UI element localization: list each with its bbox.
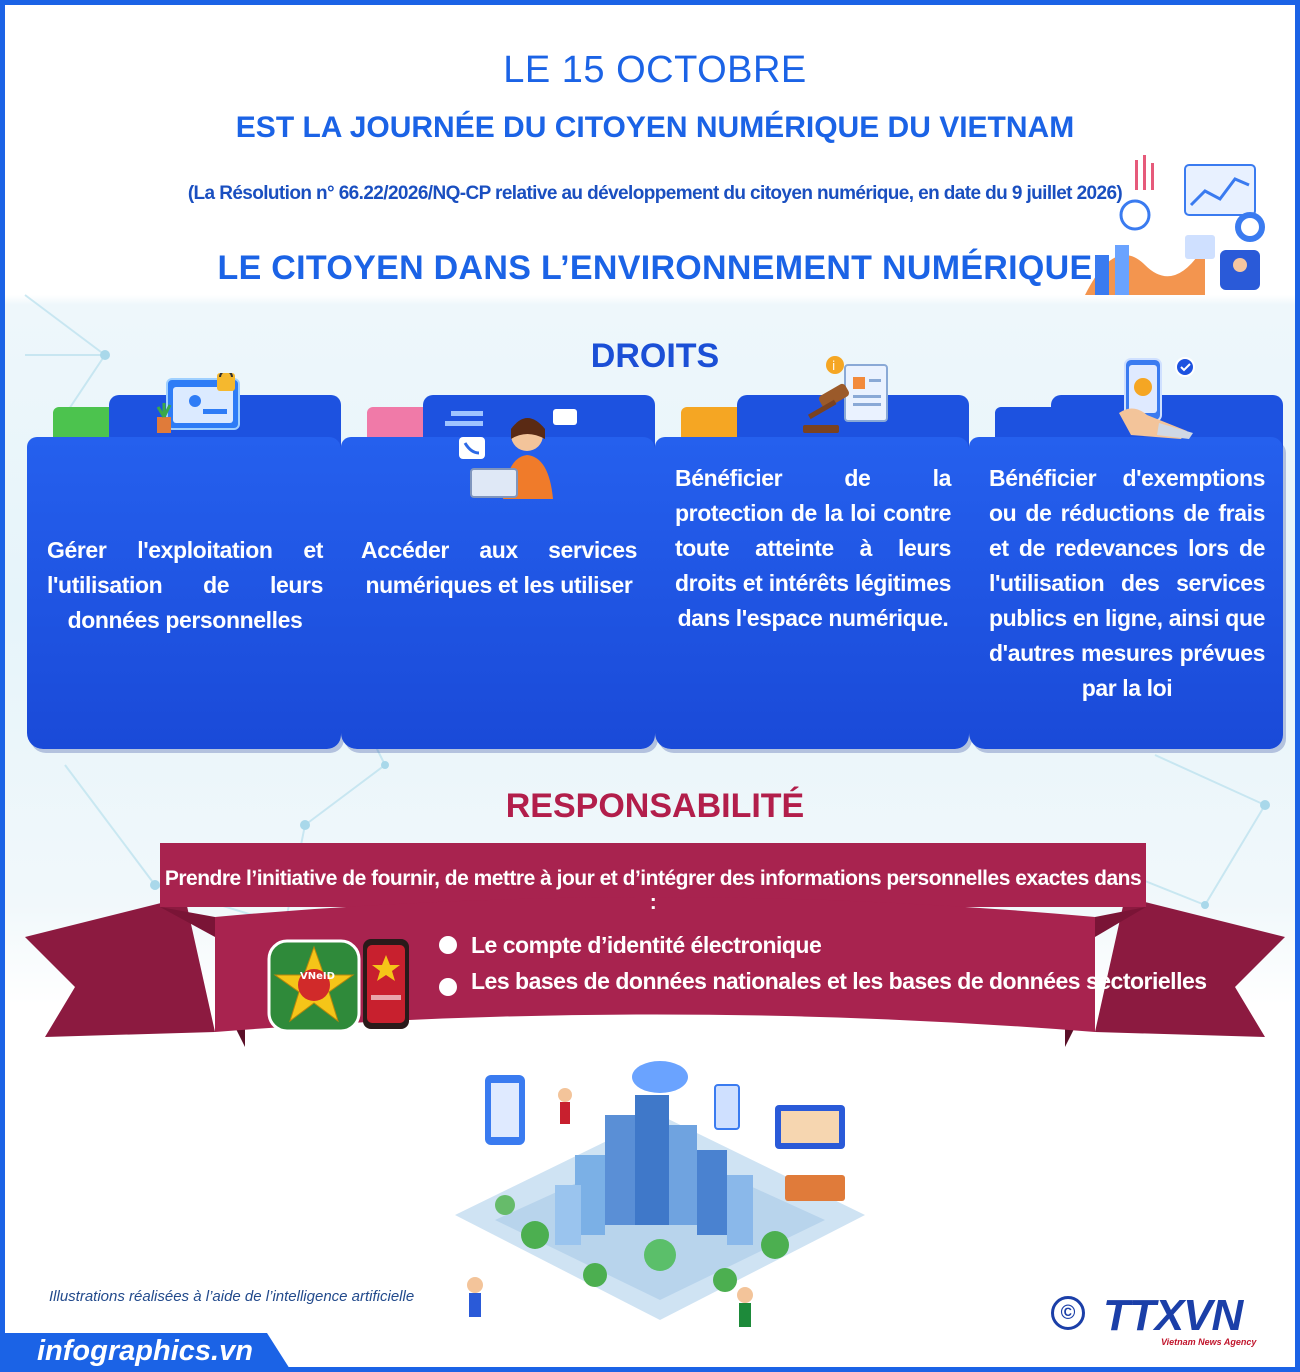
svg-text:i: i bbox=[832, 359, 836, 373]
site-link[interactable]: infographics.vn bbox=[37, 1335, 253, 1367]
bullet-dot bbox=[439, 978, 457, 996]
date-heading: LE 15 OCTOBRE bbox=[503, 49, 807, 91]
svg-text:VNeID: VNeID bbox=[300, 971, 335, 982]
card-text: Gérer l'exploitation et l'utilisation de leurs données personnelles bbox=[47, 537, 323, 633]
responsibility-intro: Prendre l’initiative de fournir, de mettre à jour et d’intégrer des informations personnelles exactes dans : bbox=[164, 867, 1142, 914]
mobile-payment-icon bbox=[1119, 353, 1199, 439]
list-item bbox=[439, 927, 1207, 963]
section-subtitle: LE CITOYEN DANS L’ENVIRONNEMENT NUMÉRIQUE bbox=[217, 249, 1093, 287]
agency-logo: TTXVN bbox=[1103, 1291, 1243, 1340]
resolution-reference: (La Résolution n° 66.22/2026/NQ-CP relative au développement du citoyen numérique, en date du 9 juillet 2026) bbox=[187, 183, 1123, 204]
rights-card-2 bbox=[341, 393, 655, 749]
gavel-icon bbox=[799, 355, 899, 445]
list-item bbox=[439, 963, 1207, 999]
card-text: Bénéficier de la protection de la loi contre toute atteinte à leurs droits et intérêts légitimes dans l'espace numérique. bbox=[675, 465, 951, 631]
agency-subtitle: Vietnam News Agency bbox=[1161, 1337, 1257, 1347]
smart-city-illustration bbox=[445, 1055, 875, 1335]
vneid-app-icon bbox=[267, 935, 415, 1035]
bullet-dot bbox=[439, 936, 457, 954]
rights-card-1 bbox=[27, 393, 341, 749]
copyright-symbol: © bbox=[1051, 1296, 1085, 1330]
list-item-label: Le compte d’identité électronique bbox=[471, 931, 822, 958]
data-analytics-illustration bbox=[1075, 155, 1285, 315]
responsibility-list bbox=[439, 927, 1207, 999]
ai-illustration-note: Illustrations réalisées à l’aide de l’intelligence artificielle bbox=[49, 1288, 415, 1305]
main-title: EST LA JOURNÉE DU CITOYEN NUMÉRIQUE DU VIETNAM bbox=[235, 111, 1075, 144]
secure-login-icon bbox=[155, 373, 245, 443]
rights-card-3 bbox=[655, 359, 969, 749]
list-item-label: Les bases de données nationales et les bases de données sectorielles bbox=[471, 967, 1207, 994]
rights-card-4 bbox=[969, 393, 1283, 749]
support-operator-icon bbox=[441, 407, 581, 501]
card-text: Accéder aux services numériques et les utiliser bbox=[361, 537, 637, 598]
rights-heading: DROITS bbox=[590, 337, 720, 375]
card-text: Bénéficier d'exemptions ou de réductions de frais et de redevances lors de l'utilisation des services publics en ligne, ainsi que d'autres mesures prévues par la loi bbox=[989, 465, 1265, 701]
responsibility-heading: RESPONSABILITÉ bbox=[505, 787, 805, 825]
